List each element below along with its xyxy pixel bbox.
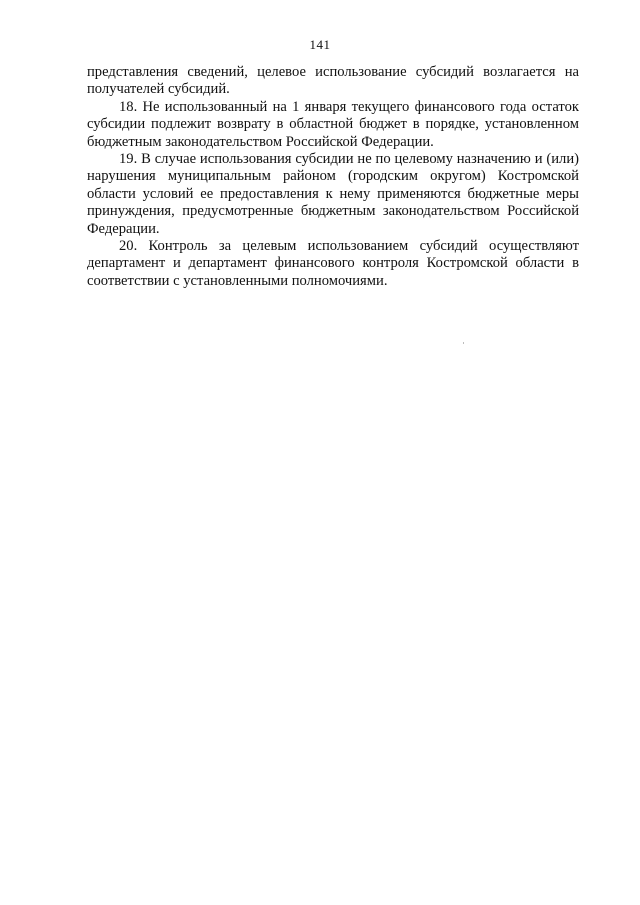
page-number: 141 — [309, 37, 331, 52]
paragraph-20: 20. Контроль за целевым использованием субсидий осуществляют департамент и департамент финансового контроля Костромской области в соответствии с установленными полномочиями. — [87, 238, 579, 289]
document-body — [87, 64, 579, 290]
paragraph-continuation: представления сведений, целевое использование субсидий возлагается на получателей субсидий. — [87, 64, 579, 98]
paragraph-18: 18. Не использованный на 1 января текущего финансового года остаток субсидии подлежит возврату в областной бюджет в порядке, установленном бюджетным законодательством Российской Федерации. — [87, 98, 579, 150]
paragraph-19: 19. В случае использования субсидии не по целевому назначению и (или) нарушения муниципальным районом (городским округом) Костромской области условий ее предоставления к нему применяются бюджетные меры принуждения, предусмотренные бюджетным законодательством Российской Федерации. — [87, 151, 579, 237]
scan-artifact — [463, 342, 464, 344]
